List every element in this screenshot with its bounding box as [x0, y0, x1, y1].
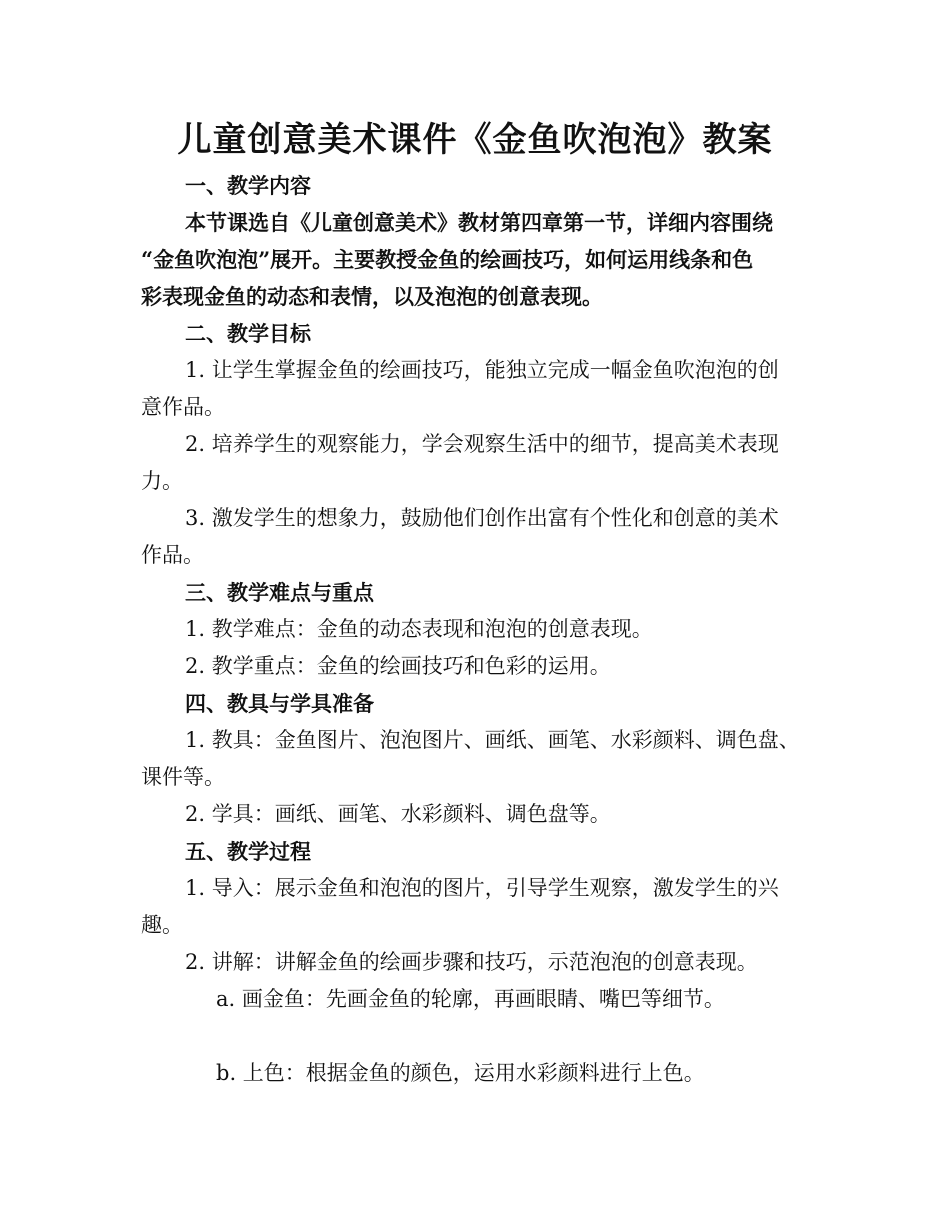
paragraph-line: “金鱼吹泡泡”展开。主要教授金鱼的绘画技巧，如何运用线条和色 — [141, 247, 754, 272]
section-heading-process: 五、教学过程 — [185, 839, 311, 864]
list-item-line: 力。 — [141, 469, 183, 493]
list-item-line: 1. 教具：金鱼图片、泡泡图片、画纸、画笔、水彩颜料、调色盘、 — [185, 728, 800, 752]
list-item-line: 2. 教学重点：金鱼的绘画技巧和色彩的运用。 — [185, 654, 611, 678]
list-item-line: 3. 激发学生的想象力，鼓励他们创作出富有个性化和创意的美术 — [185, 506, 779, 530]
section-heading-materials: 四、教具与学具准备 — [185, 691, 374, 716]
section-heading-key-points: 三、教学难点与重点 — [185, 580, 374, 605]
section-heading-objectives: 二、教学目标 — [185, 321, 311, 346]
section-heading-content: 一、教学内容 — [185, 173, 311, 198]
list-item-line: 1. 让学生掌握金鱼的绘画技巧，能独立完成一幅金鱼吹泡泡的创 — [185, 358, 779, 382]
list-item-line: 2. 培养学生的观察能力，学会观察生活中的细节，提高美术表现 — [185, 432, 779, 456]
list-item-line: 1. 导入：展示金鱼和泡泡的图片，引导学生观察，激发学生的兴 — [185, 876, 779, 900]
paragraph-line: 彩表现金鱼的动态和表情，以及泡泡的创意表现。 — [141, 284, 603, 309]
list-item-line: 2. 讲解：讲解金鱼的绘画步骤和技巧，示范泡泡的创意表现。 — [185, 950, 758, 974]
document-title: 儿童创意美术课件《金鱼吹泡泡》教案 — [177, 120, 773, 160]
list-item-line: 作品。 — [141, 543, 204, 567]
sub-item-line: a. 画金鱼：先画金鱼的轮廓，再画眼睛、嘴巴等细节。 — [216, 987, 725, 1011]
list-item-line: 1. 教学难点：金鱼的动态表现和泡泡的创意表现。 — [185, 617, 653, 641]
sub-item-line: b. 上色：根据金鱼的颜色，运用水彩颜料进行上色。 — [216, 1061, 705, 1085]
paragraph-line: 本节课选自《儿童创意美术》教材第四章第一节，详细内容围绕 — [185, 210, 773, 235]
list-item-line: 2. 学具：画纸、画笔、水彩颜料、调色盘等。 — [185, 802, 611, 826]
list-item-line: 意作品。 — [141, 395, 225, 419]
list-item-line: 课件等。 — [141, 765, 225, 789]
list-item-line: 趣。 — [141, 913, 183, 937]
